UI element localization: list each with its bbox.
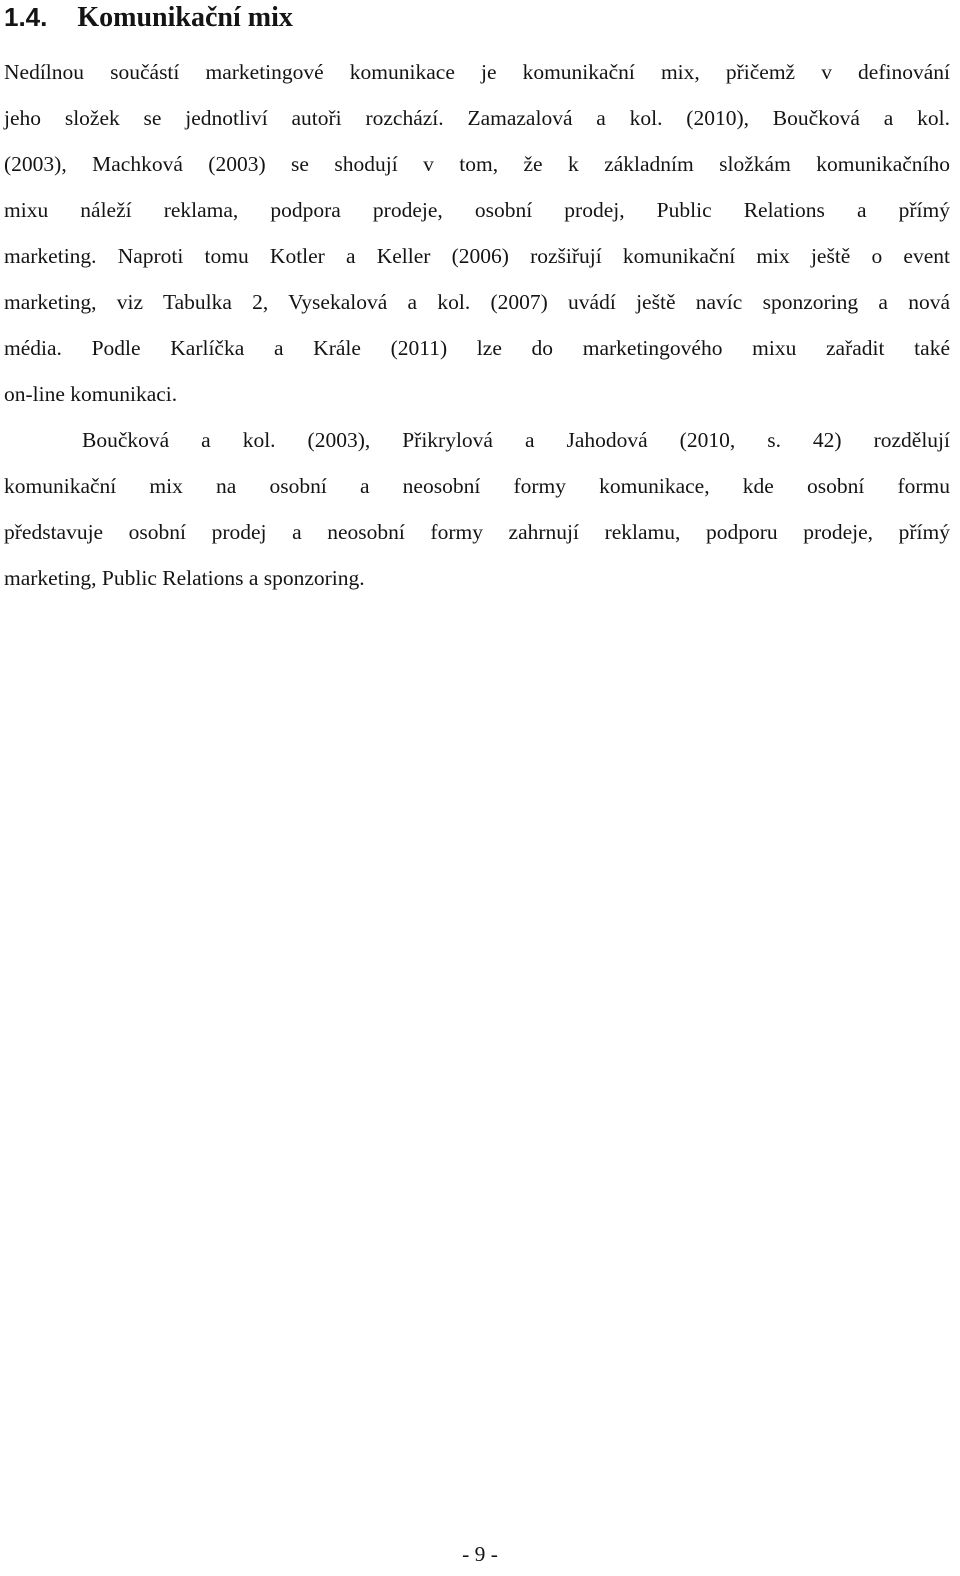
- paragraph-line: Nedílnou součástí marketingové komunikace je komunikační mix, přičemž v definování: [4, 60, 950, 84]
- paragraph-line: (2003), Machková (2003) se shodují v tom, že k základním složkám komunikačního: [4, 152, 950, 176]
- paragraph-line: Boučková a kol. (2003), Přikrylová a Jahodová (2010, s. 42) rozdělují: [82, 428, 950, 452]
- page-number: - 9 -: [462, 1542, 498, 1566]
- paragraph-line: marketing, Public Relations a sponzoring.: [4, 566, 365, 590]
- paragraph-line: marketing, viz Tabulka 2, Vysekalová a kol. (2007) uvádí ještě navíc sponzoring a nová: [4, 290, 950, 314]
- section-number: 1.4.: [4, 2, 48, 32]
- paragraph-line: jeho složek se jednotliví autoři rozchází. Zamazalová a kol. (2010), Boučková a kol.: [4, 106, 950, 130]
- paragraph-line: média. Podle Karlíčka a Krále (2011) lze do marketingového mixu zařadit také: [4, 336, 950, 360]
- paragraph-line: komunikační mix na osobní a neosobní formy komunikace, kde osobní formu: [4, 474, 950, 498]
- paragraph-line: on-line komunikaci.: [4, 382, 178, 406]
- paragraph-line: mixu náleží reklama, podpora prodeje, osobní prodej, Public Relations a přímý: [4, 198, 950, 222]
- paragraph-line: představuje osobní prodej a neosobní formy zahrnují reklamu, podporu prodeje, přímý: [4, 520, 950, 544]
- paragraph-line: marketing. Naproti tomu Kotler a Keller (2006) rozšiřují komunikační mix ještě o event: [4, 244, 950, 268]
- section-heading: [4, 0, 293, 34]
- section-title: Komunikační mix: [77, 2, 293, 33]
